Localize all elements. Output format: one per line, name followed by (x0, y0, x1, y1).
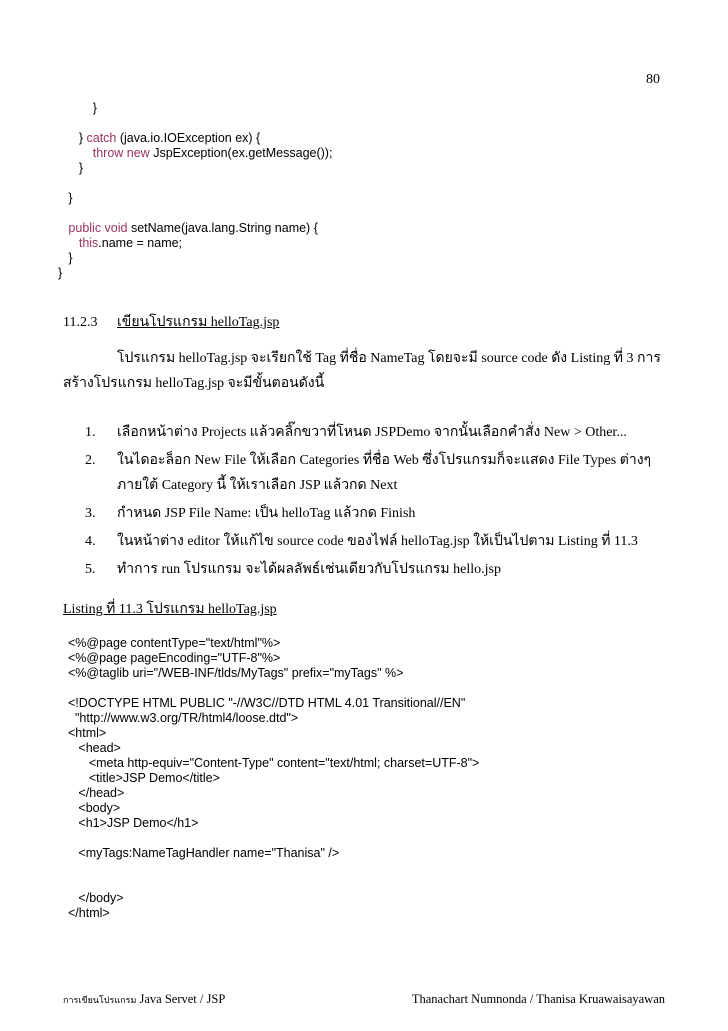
footer-left-text: Java Servet / JSP (139, 992, 226, 1006)
page-number: 80 (646, 72, 660, 87)
step-text: กำหนด JSP File Name: เป็น helloTag แล้วกด Finish (117, 506, 416, 521)
code-line (68, 831, 479, 846)
section-number: 11.2.3 (63, 315, 98, 330)
list-item (85, 557, 665, 582)
step-number: 5. (85, 562, 96, 577)
code-keyword: throw new (92, 146, 150, 160)
code-text: } (58, 266, 63, 280)
code-line (58, 101, 332, 116)
code-text: (java.io.IOException ex) { (116, 131, 261, 145)
code-line: <!DOCTYPE HTML PUBLIC "-//W3C//DTD HTML 4.01 Transitional//EN" (68, 696, 466, 710)
steps-list (85, 420, 665, 585)
intro-line-2: สร้างโปรแกรม helloTag.jsp จะมีขั้นตอนดังนี้ (63, 376, 325, 391)
list-item (85, 420, 665, 445)
code-line (68, 681, 479, 696)
code-line: "http://www.w3.org/TR/html4/loose.dtd"> (68, 711, 299, 725)
code-line: <myTags:NameTagHandler name="Thanisa" /> (68, 846, 340, 860)
list-item (85, 448, 665, 498)
footer-left-small: การเขียนโปรแกรม (63, 995, 137, 1005)
code-line (68, 876, 479, 891)
code-text: } (58, 251, 73, 265)
code-text (58, 221, 68, 235)
footer-left (63, 992, 225, 1007)
code-line (58, 221, 332, 236)
code-line (58, 176, 332, 191)
code-text: } (58, 191, 73, 205)
code-text: } (58, 101, 97, 115)
code-line: <h1>JSP Demo</h1> (68, 816, 199, 830)
code-line: <%@page contentType="text/html"%> (68, 636, 281, 650)
code-listing (68, 636, 479, 921)
code-text: .name = name; (98, 236, 183, 250)
intro-paragraph (63, 346, 663, 396)
code-text (58, 236, 79, 250)
code-line: </html> (68, 906, 110, 920)
code-text (58, 146, 93, 160)
step-text: ในไดอะล็อก New File ให้เลือก Categories ที่ชื่อ Web ซึ่งโปรแกรมก็จะแสดง File Types ต่างๆ ภายใต้ Category นี้ ให้เราเลือก JSP แล้วกด Next (117, 453, 652, 493)
code-line (58, 191, 332, 206)
step-text: เลือกหน้าต่าง Projects แล้วคลิ๊กขวาที่โหนด JSPDemo จากนั้นเลือกคำสั่ง New > Other... (117, 425, 627, 440)
code-line: </head> (68, 786, 125, 800)
code-keyword: this (78, 236, 99, 250)
code-text: setName(java.lang.String name) { (127, 221, 318, 235)
code-line (68, 861, 479, 876)
intro-line-1-text: โปรแกรม helloTag.jsp จะเรียกใช้ Tag ที่ชื่อ NameTag โดยจะมี source code ดัง Listing ที่ 3 การ (117, 351, 661, 366)
code-line: </body> (68, 891, 124, 905)
step-number: 2. (85, 453, 96, 468)
code-text: } (58, 161, 84, 175)
code-line (58, 206, 332, 221)
code-line (58, 146, 332, 161)
section-title: เขียนโปรแกรม helloTag.jsp (117, 315, 280, 330)
step-text: ในหน้าต่าง editor ให้แก้ไข source code ของไฟล์ helloTag.jsp ให้เป็นไปตาม Listing ที่ 11.3 (117, 534, 638, 549)
step-text: ทำการ run โปรแกรม จะได้ผลลัพธ์เช่นเดียวกับโปรแกรม hello.jsp (117, 562, 501, 577)
code-line (58, 251, 332, 266)
intro-line-1 (63, 346, 663, 371)
code-keyword: catch (86, 131, 117, 145)
code-line (58, 131, 332, 146)
listing-title: Listing ที่ 11.3 โปรแกรม helloTag.jsp (63, 602, 277, 617)
code-line (58, 236, 332, 251)
code-keyword: public void (68, 221, 128, 235)
code-line: <body> (68, 801, 121, 815)
code-line (58, 116, 332, 131)
list-item (85, 529, 665, 554)
code-line: <meta http-equiv="Content-Type" content="text/html; charset=UTF-8"> (68, 756, 480, 770)
code-block-top (58, 101, 332, 281)
code-text: } (58, 131, 87, 145)
code-line (58, 266, 332, 281)
code-line: <head> (68, 741, 121, 755)
step-number: 3. (85, 506, 96, 521)
code-line: <html> (68, 726, 107, 740)
step-number: 1. (85, 425, 96, 440)
code-line: <%@taglib uri="/WEB-INF/tlds/MyTags" prefix="myTags" %> (68, 666, 404, 680)
code-line: <title>JSP Demo</title> (68, 771, 220, 785)
step-number: 4. (85, 534, 96, 549)
section-heading (63, 311, 279, 333)
code-line (58, 161, 332, 176)
code-text: JspException(ex.getMessage()); (149, 146, 333, 160)
list-item (85, 501, 665, 526)
footer-right: Thanachart Numnonda / Thanisa Kruawaisayawan (411, 992, 665, 1006)
code-line: <%@page pageEncoding="UTF-8"%> (68, 651, 281, 665)
